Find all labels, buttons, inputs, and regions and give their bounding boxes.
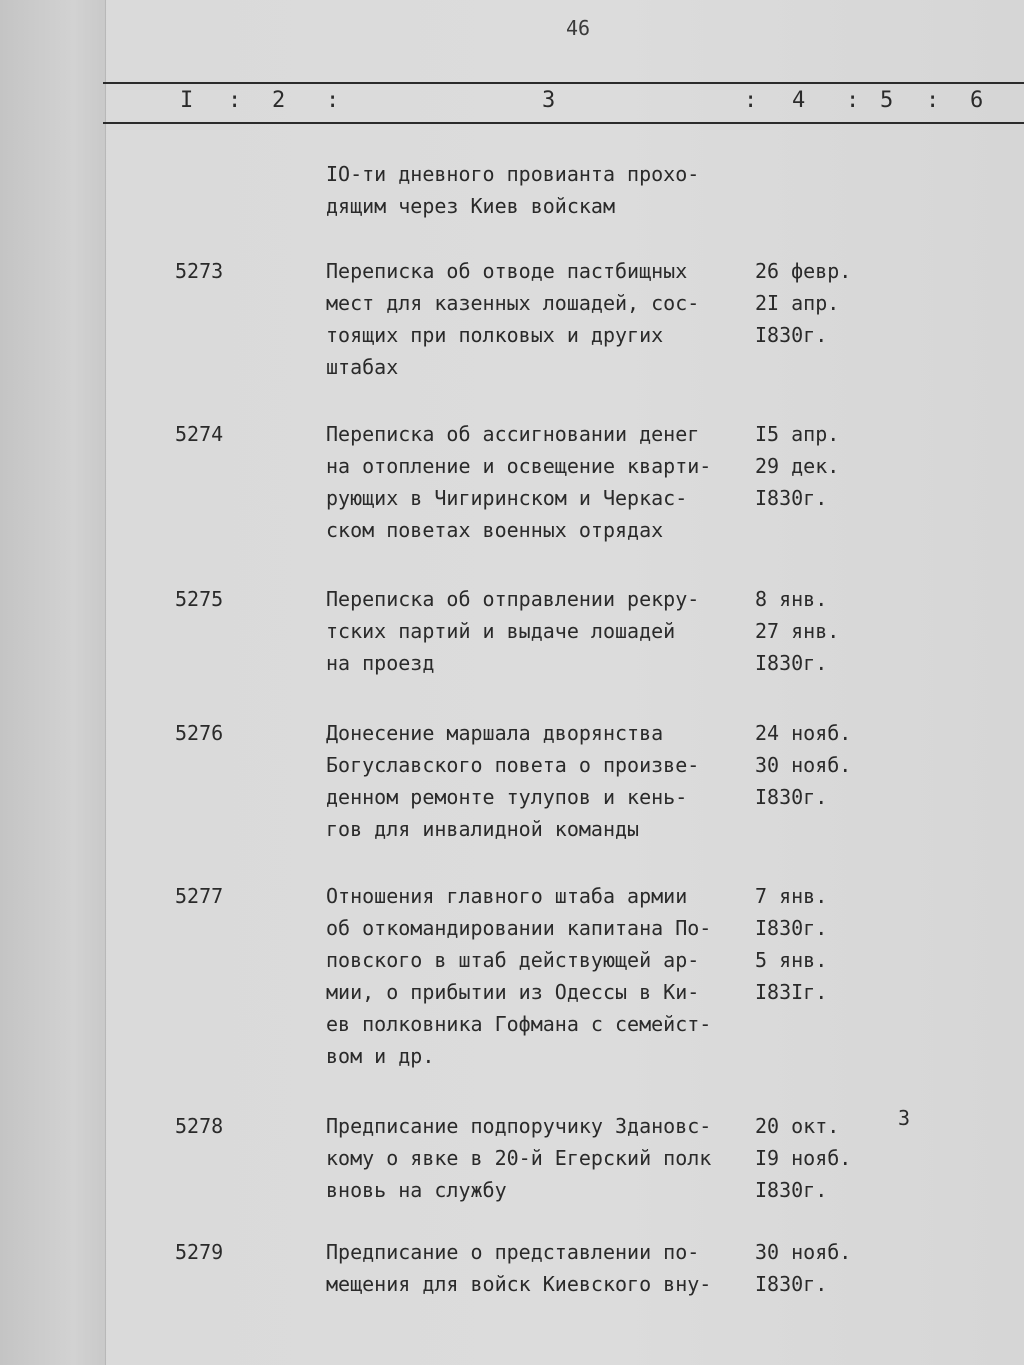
entry-sheet-count: 3 <box>898 1106 911 1130</box>
entry-number: 5278 <box>175 1114 224 1138</box>
entry-description: Переписка об отводе пастбищных мест для казенных лошадей, сос- тоящих при полковых и других штабах <box>326 259 700 379</box>
entry-number: 5279 <box>175 1240 224 1264</box>
entry-number: 5276 <box>175 721 224 745</box>
entry-dates: 7 янв. I830г. 5 янв. I83Iг. <box>755 884 828 1004</box>
column-header-row <box>0 88 1024 118</box>
column-separator: : <box>326 88 340 113</box>
entry-description: Донесение маршала дворянства Богуславского повета о произве- денном ремонте тулупов и кень- гов для инвалидной команды <box>326 721 700 841</box>
page-number: 46 <box>566 16 591 40</box>
entry-description: Предписание подпоручику Здановс- кому о явке в 20-й Егерский полк вновь на службу <box>326 1114 712 1202</box>
entry-dates: 24 нояб. 30 нояб. I830г. <box>755 721 852 809</box>
entry-description: Отношения главного штаба армии об откомандировании капитана По- повского в штаб действующей ар- мии, о прибытии из Одессы в Ки- ев полковника Гофмана с семейст- вом и др. <box>326 884 712 1068</box>
entry-description: Переписка об отправлении рекру- тских партий и выдаче лошадей на проезд <box>326 587 700 675</box>
entry-number: 5274 <box>175 422 224 446</box>
entry-number: 5273 <box>175 259 224 283</box>
entry-dates: I5 апр. 29 дек. I830г. <box>755 422 840 510</box>
column-header-5: 5 <box>880 88 894 113</box>
column-header-4: 4 <box>792 88 806 113</box>
column-separator: : <box>228 88 242 113</box>
entry-dates: 30 нояб. I830г. <box>755 1240 852 1296</box>
column-header-1: I <box>180 88 194 113</box>
entry-dates: 8 янв. 27 янв. I830г. <box>755 587 840 675</box>
entry-description: IO-ти дневного провианта прохо- дящим через Киев войскам <box>326 162 700 218</box>
entry-dates: 20 окт. I9 нояб. I830г. <box>755 1114 852 1202</box>
header-rule-top <box>103 82 1024 84</box>
column-separator: : <box>926 88 940 113</box>
entry-description: Предписание о представлении по- мещения для войск Киевского вну- <box>326 1240 712 1296</box>
header-rule-bottom <box>103 122 1024 124</box>
entry-number: 5275 <box>175 587 224 611</box>
column-separator: : <box>744 88 758 113</box>
column-header-6: 6 <box>970 88 984 113</box>
column-header-2: 2 <box>272 88 286 113</box>
column-header-3: 3 <box>542 88 556 113</box>
entry-dates: 26 февр. 2I апр. I830г. <box>755 259 852 347</box>
facing-page-edge <box>0 0 106 1365</box>
entry-number: 5277 <box>175 884 224 908</box>
entry-description: Переписка об ассигновании денег на отопление и освещение кварти- рующих в Чигиринском и Черкас- ском поветах военных отрядах <box>326 422 712 542</box>
column-separator: : <box>846 88 860 113</box>
